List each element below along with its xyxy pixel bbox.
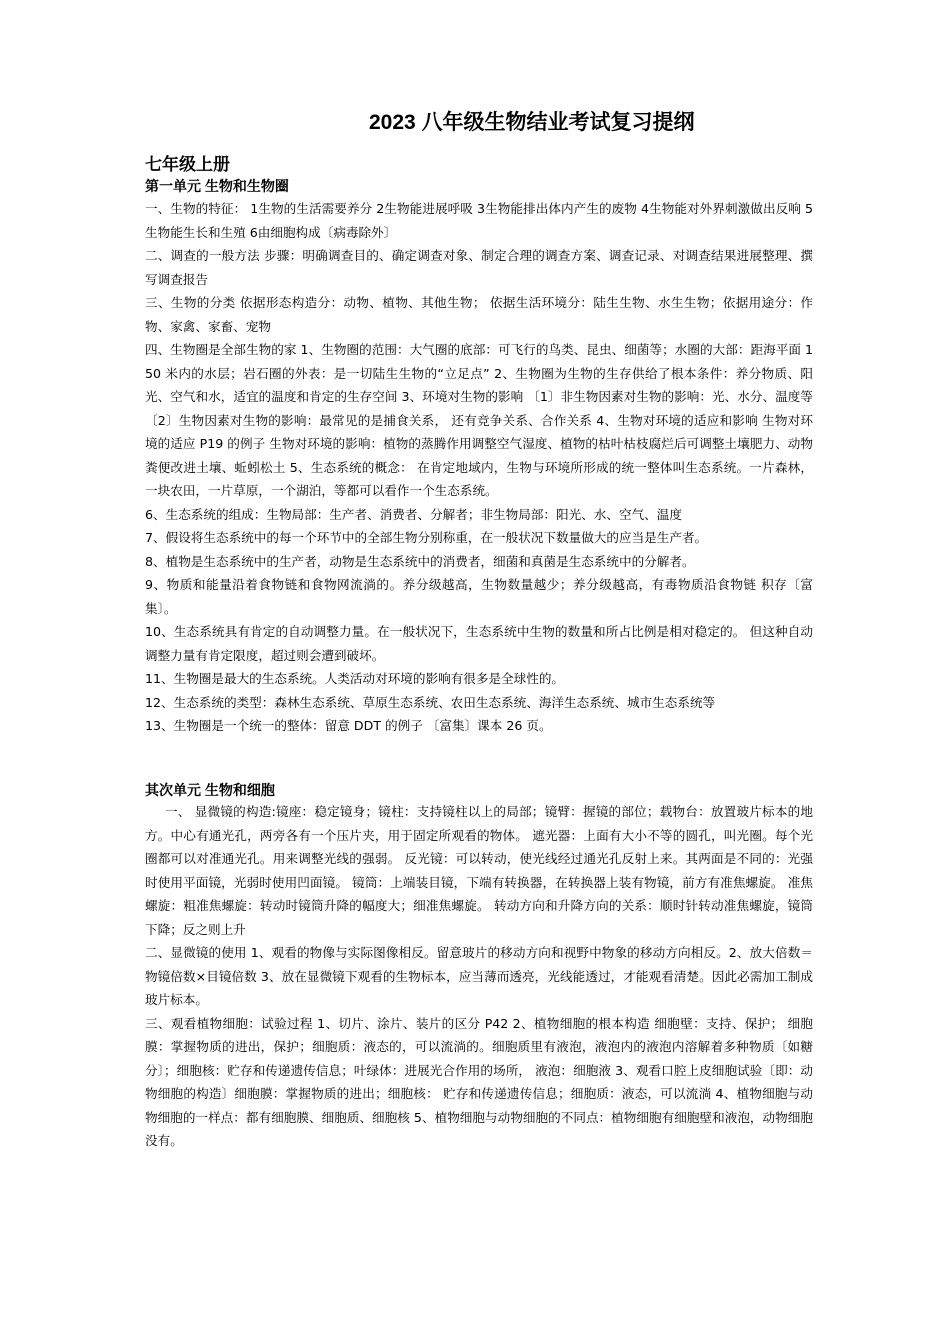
unit2-para-3: 三、观看植物细胞：试验过程 1、切片、涂片、装片的区分 P42 2、植物细胞的根本构造 细胞壁：支持、保护； 细胞膜：掌握物质的进出，保护；细胞质：液态的，可以流淌的。细胞质里有液泡，液泡内的液泡内溶解着多种物质〔如糖分〕；细胞核：贮存和传递遗传信息；叶绿体：进展光合作用的场所， 液泡：细胞液 3、观看口腔上皮细胞试验〔即：动物细胞的构造〕细胞膜：掌握物质的进出；细胞核： 贮存和传递遗传信息；细胞质：液态，可以流淌 4、植物细胞与动物细胞的一样点：都有细胞膜、细胞质、细胞核 5、植物细胞与动物细胞的不同点：植物细胞有细胞壁和液泡，动物细胞没有。	[145, 1015, 813, 1148]
unit1-para-5: 6、生态系统的组成：生物局部：生产者、消费者、分解者；非生物局部：阳光、水、空气、温度	[145, 506, 682, 522]
document-title: 2023 八年级生物结业考试复习提纲	[369, 111, 695, 134]
grade-heading: 七年级上册	[145, 155, 230, 174]
unit1-para-11: 12、生态系统的类型：森林生态系统、草原生态系统、农田生态系统、海洋生态系统、城市生态系统等	[145, 694, 716, 710]
unit2-heading: 其次单元 生物和细胞	[145, 782, 275, 798]
unit1-para-7: 8、植物是生态系统中的生产者，动物是生态系统中的消费者，细菌和真菌是生态系统中的分解者。	[145, 553, 695, 569]
unit1-heading: 第一单元 生物和生物圈	[145, 178, 289, 194]
unit2-para-1: 一、 显微镜的构造:镜座：稳定镜身；镜柱：支持镜柱以上的局部；镜臂：握镜的部位；载物台：放置玻片标本的地方。中心有通光孔，两旁各有一个压片夹，用于固定所观看的物体。 遮光器：上面有大小不等的圆孔，叫光圈。每个光圈都可以对准通光孔。用来调整光线的强弱。 反光镜：可以转动，使光线经过通光孔反射上来。其两面是不同的：光强时使用平面镜，光弱时使用凹面镜。 镜筒：上端装目镜，下端有转换器，在转换器上装有物镜，前方有准焦螺旋。 准焦螺旋：粗准焦螺旋：转动时镜筒升降的幅度大；细准焦螺旋。 转动方向和升降方向的关系：顺时针转动准焦螺旋，镜筒下降；反之则上升	[145, 804, 813, 937]
unit1-para-1: 一、生物的特征： 1生物的生活需要养分 2生物能进展呼吸 3生物能排出体内产生的废物 4生物能对外界刺激做出反响 5生物能生长和生殖 6由细胞构成〔病毒除外〕	[145, 201, 813, 240]
unit1-body	[145, 197, 813, 738]
unit1-para-9: 10、生态系统具有肯定的自动调整力量。在一般状况下，生态系统中生物的数量和所占比例是相对稳定的。 但这种自动调整力量有肯定限度，超过则会遭到破坏。	[145, 624, 813, 663]
unit1-para-6: 7、假设将生态系统中的每一个环节中的全部生物分别称重，在一般状况下数量做大的应当是生产者。	[145, 530, 708, 545]
unit2-body	[145, 800, 813, 1153]
unit1-para-12: 13、生物圈是一个统一的整体：留意 DDT 的例子 〔富集〕课本 26 页。	[145, 718, 552, 733]
unit1-para-4: 四、生物圈是全部生物的家 1、生物圈的范围：大气圈的底部：可飞行的鸟类、昆虫、细菌等；水圈的大部：距海平面 150 米内的水层；岩石圈的外表：是一切陆生生物的“立足点” 2、生物圈为生物的生存供给了根本条件：养分物质、阳光、空气和水，适宜的温度和肯定的生存空间 3、环境对生物的影响 〔1〕非生物因素对生物的影响：光、水分、温度等 〔2〕生物因素对生物的影响：最常见的是捕食关系， 还有竞争关系、合作关系 4、生物对环境的适应和影响 生物对环境的适应 P19 的例子 生物对环境的影响：植物的蒸腾作用调整空气湿度、植物的枯叶枯枝腐烂后可调整土壤肥力、动物粪便改进土壤、蚯蚓松土 5、生态系统的概念： 在肯定地域内，生物与环境所形成的统一整体叫生态系统。一片森林， 一块农田，一片草原，一个湖泊，等都可以看作一个生态系统。	[145, 342, 813, 498]
unit1-para-2: 二、调查的一般方法 步骤：明确调查目的、确定调查对象、制定合理的调查方案、调查记录、对调查结果进展整理、撰写调查报告	[145, 248, 813, 287]
unit1-para-8: 9、物质和能量沿着食物链和食物网流淌的。养分级越高，生物数量越少；养分级越高，有毒物质沿食物链 积存〔富集〕。	[145, 577, 813, 616]
unit1-para-10: 11、生物圈是最大的生态系统。人类活动对环境的影响有很多是全球性的。	[145, 671, 565, 686]
unit1-para-3: 三、生物的分类 依据形态构造分：动物、植物、其他生物； 依据生活环境分：陆生生物、水生生物；依据用途分：作物、家禽、家畜、宠物	[145, 295, 813, 334]
unit2-para-2: 二、显微镜的使用 1、观看的物像与实际图像相反。留意玻片的移动方向和视野中物象的移动方向相反。2、放大倍数＝物镜倍数×目镜倍数 3、放在显微镜下观看的生物标本，应当薄而透亮，光线能透过，才能观看清楚。因此必需加工制成玻片标本。	[145, 945, 813, 1007]
